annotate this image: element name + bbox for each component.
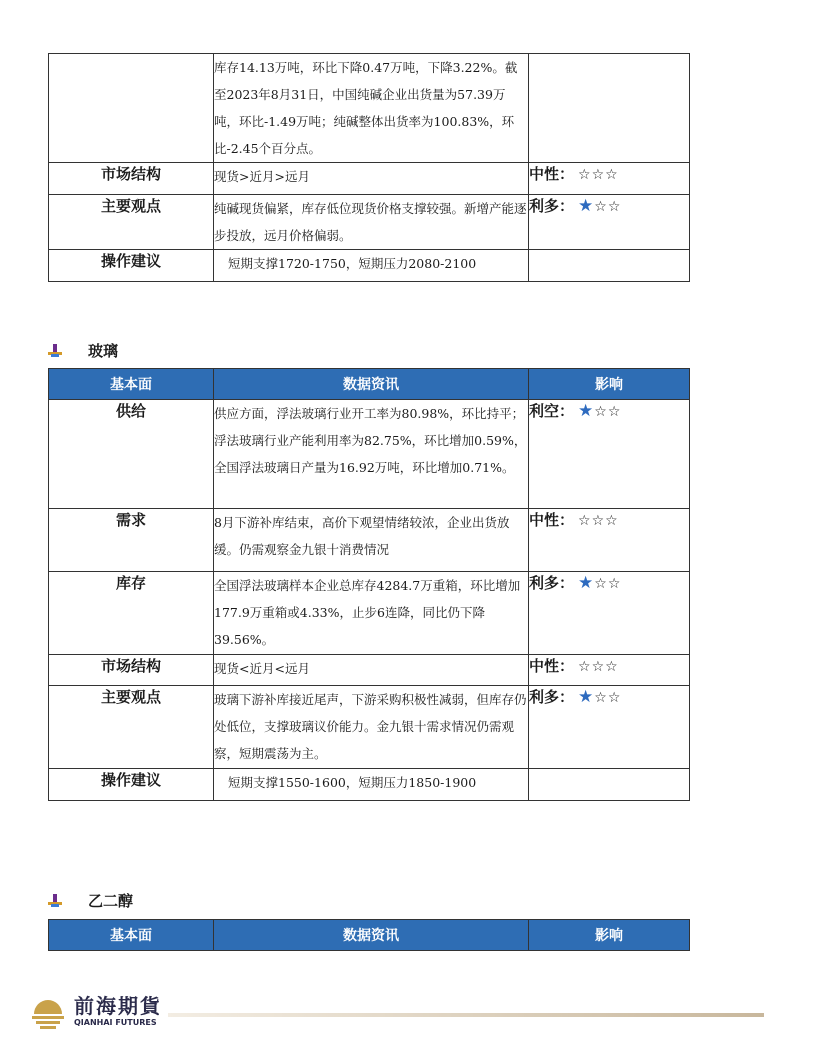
- star-empty-icon: ☆: [578, 167, 592, 183]
- table-row: [49, 400, 690, 509]
- glass-table: [48, 368, 690, 801]
- row-text: 8月下游补库结束，高价下观望情绪较浓，企业出货放缓。仍需观察金九银十消费情况: [214, 509, 529, 572]
- impact-cell: [529, 195, 690, 250]
- section-title-text: 乙二醇: [88, 892, 134, 910]
- company-logo-icon: [28, 992, 68, 1032]
- table-row: [49, 163, 690, 195]
- star-filled-icon: ★: [578, 196, 595, 216]
- star-rating: [578, 573, 622, 593]
- header-impact: 影响: [529, 920, 690, 951]
- star-empty-icon: ☆: [607, 199, 622, 215]
- impact-label: 利多：: [529, 688, 575, 706]
- impact-cell: [529, 509, 690, 572]
- impact-cell: [529, 769, 690, 801]
- table-row: [49, 54, 690, 163]
- impact-cell: [529, 163, 690, 195]
- impact-cell: [529, 655, 690, 686]
- bullet-icon: [48, 894, 62, 908]
- table-row: [49, 572, 690, 655]
- row-label: [49, 54, 214, 163]
- header-impact: 影响: [529, 369, 690, 400]
- star-empty-icon: ☆: [594, 199, 608, 215]
- row-text: 玻璃下游补库接近尾声，下游采购积极性减弱，但库存仍处低位，支撑玻璃议价能力。金九银十需求情况仍需观察，短期震荡为主。: [214, 686, 529, 769]
- impact-cell: [529, 250, 690, 282]
- row-text: 库存14.13万吨，环比下降0.47万吨，下降3.22%。截至2023年8月31日，中国纯碱企业出货量为57.39万吨，环比-1.49万吨；纯碱整体出货率为100.83%，环比-2.45个百分点。: [214, 54, 529, 163]
- ethylene-glycol-table: [48, 919, 690, 951]
- impact-label: 利空：: [529, 402, 575, 420]
- row-label: 市场结构: [49, 655, 214, 686]
- row-text: 纯碱现货偏紧，库存低位现货价格支撑较强。新增产能逐步投放，远月价格偏弱。: [214, 195, 529, 250]
- table-row: [49, 769, 690, 801]
- section-title-text: 玻璃: [88, 342, 119, 360]
- star-empty-icon: ☆: [607, 690, 622, 706]
- star-empty-icon: ☆: [607, 404, 622, 420]
- star-filled-icon: ★: [578, 573, 595, 593]
- soda-ash-table: [48, 53, 690, 282]
- star-rating: [578, 167, 619, 183]
- star-empty-icon: ☆: [594, 690, 608, 706]
- row-text: 现货<近月<远月: [214, 655, 529, 686]
- impact-label: 中性：: [529, 657, 575, 675]
- star-empty-icon: ☆: [594, 404, 608, 420]
- row-text: 现货>近月>远月: [214, 163, 529, 195]
- header-fundamentals: 基本面: [49, 369, 214, 400]
- row-text: 供应方面，浮法玻璃行业开工率为80.98%，环比持平；浮法玻璃行业产能利用率为82.75%，环比增加0.59%，全国浮法玻璃日产量为16.92万吨，环比增加0.71%。: [214, 400, 529, 509]
- row-label: 市场结构: [49, 163, 214, 195]
- star-rating: [578, 513, 619, 529]
- table-row: [49, 195, 690, 250]
- table-row: [49, 686, 690, 769]
- logo-text: [74, 995, 162, 1029]
- star-empty-icon: ☆: [605, 513, 619, 529]
- logo-english-name: QIANHAI FUTURES: [74, 1018, 157, 1027]
- section-title-ethylene-glycol: [48, 890, 133, 911]
- table-header-row: [49, 369, 690, 400]
- impact-label: 中性：: [529, 511, 575, 529]
- header-fundamentals: 基本面: [49, 920, 214, 951]
- star-empty-icon: ☆: [591, 167, 606, 183]
- star-empty-icon: ☆: [578, 659, 592, 675]
- row-label: 主要观点: [49, 686, 214, 769]
- row-text: 短期支撑1550-1600，短期压力1850-1900: [214, 769, 529, 801]
- section-title-glass: [48, 340, 118, 361]
- row-text: 短期支撑1720-1750，短期压力2080-2100: [214, 250, 529, 282]
- star-empty-icon: ☆: [605, 659, 619, 675]
- logo-chinese-name: 前海期貨: [74, 994, 162, 1018]
- table-row: [49, 250, 690, 282]
- star-empty-icon: ☆: [594, 576, 608, 592]
- header-data-info: 数据资讯: [214, 369, 529, 400]
- impact-cell: [529, 686, 690, 769]
- row-text: 全国浮法玻璃样本企业总库存4284.7万重箱，环比增加177.9万重箱或4.33%，止步6连降，同比仍下降39.56%。: [214, 572, 529, 655]
- row-label: 主要观点: [49, 195, 214, 250]
- row-label: 操作建议: [49, 769, 214, 801]
- row-label: 需求: [49, 509, 214, 572]
- footer-divider: [168, 1013, 764, 1017]
- star-rating: [578, 196, 622, 216]
- impact-cell: [529, 572, 690, 655]
- star-empty-icon: ☆: [591, 659, 606, 675]
- star-rating: [578, 401, 622, 421]
- star-empty-icon: ☆: [591, 513, 606, 529]
- header-data-info: 数据资讯: [214, 920, 529, 951]
- impact-cell: [529, 54, 690, 163]
- star-empty-icon: ☆: [605, 167, 619, 183]
- row-label: 操作建议: [49, 250, 214, 282]
- bullet-icon: [48, 344, 62, 358]
- star-rating: [578, 659, 619, 675]
- impact-label: 利多：: [529, 197, 575, 215]
- row-label: 库存: [49, 572, 214, 655]
- row-label: 供给: [49, 400, 214, 509]
- star-empty-icon: ☆: [578, 513, 592, 529]
- impact-label: 中性：: [529, 165, 575, 183]
- star-filled-icon: ★: [578, 687, 595, 707]
- star-empty-icon: ☆: [607, 576, 622, 592]
- star-filled-icon: ★: [578, 401, 595, 421]
- table-row: [49, 509, 690, 572]
- page-footer: [28, 990, 768, 1034]
- star-rating: [578, 687, 622, 707]
- table-header-row: [49, 920, 690, 951]
- impact-cell: [529, 400, 690, 509]
- impact-label: 利多：: [529, 574, 575, 592]
- table-row: [49, 655, 690, 686]
